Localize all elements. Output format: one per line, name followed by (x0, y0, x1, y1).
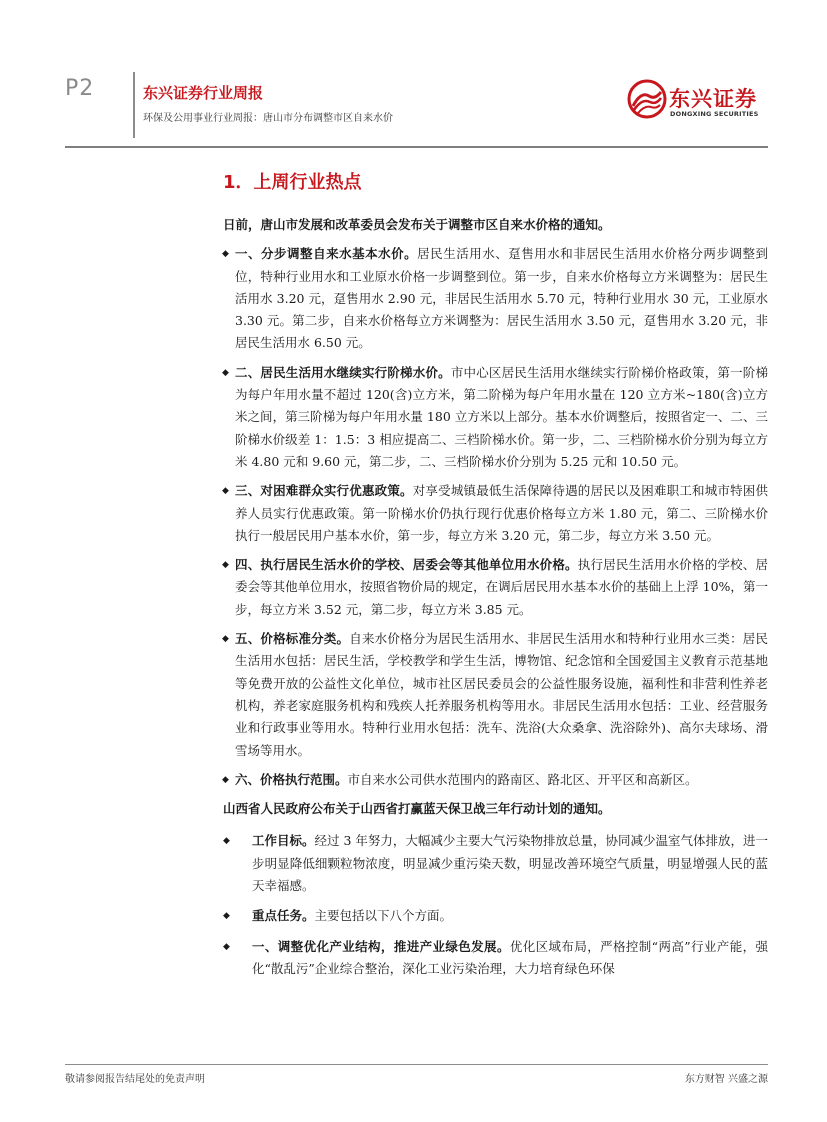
footer-slogan: 东方财智 兴盛之源 (684, 1074, 768, 1085)
list-item (223, 554, 768, 621)
list-item (223, 830, 768, 897)
list-item (223, 769, 768, 791)
footer-disclaimer: 敬请参阅报告结尾处的免责声明 (65, 1074, 205, 1085)
header-divider (133, 72, 135, 138)
item-body: 执行居民生活用水价格的学校、居委会等其他单位用水，按照省物价局的规定，在调后居民用水基本水价的基础上上浮 10%，第一步，每立方米 3.52 元，第二步，每立方米 3.85 元。 (235, 557, 768, 617)
logo-english-name: DONGXING SECURITIES (670, 110, 759, 118)
logo-mark-icon (627, 79, 667, 119)
diamond-bullet-icon: ◆ (222, 249, 229, 260)
item-heading: 三、对困难群众实行优惠政策。 (235, 483, 413, 499)
diamond-bullet-icon: ◆ (222, 634, 229, 645)
footer-rule (65, 1064, 768, 1065)
item-heading: 工作目标。 (252, 833, 315, 849)
diamond-bullet-icon: ◆ (222, 560, 229, 571)
list-item (223, 905, 768, 927)
item-heading: 一、分步调整自来水基本水价。 (235, 246, 418, 262)
item-body: 市自来水公司供水范围内的路南区、路北区、开平区和高新区。 (347, 771, 698, 787)
item-heading: 五、价格标准分类。 (235, 631, 350, 647)
header-rule (65, 146, 768, 148)
section-title: 1．上周行业热点 (223, 172, 362, 193)
item-heading: 一、调整优化产业结构，推进产业绿色发展。 (252, 938, 510, 954)
list-item (223, 480, 768, 547)
list-item (223, 628, 768, 762)
company-logo (627, 77, 767, 125)
item-heading: 重点任务。 (252, 908, 315, 924)
item-heading: 二、居民生活用水继续实行阶梯水价。 (235, 364, 451, 380)
report-subtitle: 环保及公用事业行业周报：唐山市分布调整市区自来水价 (143, 113, 393, 124)
report-title: 东兴证券行业周报 (143, 84, 264, 102)
item-heading: 六、价格执行范围。 (235, 771, 348, 787)
item-body: 优化区域布局，严格控制“两高”行业产能，强化“散乱污”企业综合整治，深化工业污染治理，大力培育绿色环保 (252, 938, 768, 976)
diamond-bullet-icon: ◆ (223, 911, 230, 922)
item-body: 主要包括以下八个方面。 (314, 908, 453, 924)
diamond-bullet-icon: ◆ (223, 941, 230, 952)
logo-chinese-name: 东兴证券 (669, 87, 757, 111)
news-lead-shanxi: 山西省人民政府公布关于山西省打赢蓝天保卫战三年行动计划的通知。 (223, 801, 611, 817)
main-content (223, 214, 768, 988)
list-item (223, 362, 768, 473)
news-lead-tangshan: 日前，唐山市发展和改革委员会发布关于调整市区自来水价格的通知。 (223, 217, 611, 232)
item-body: 居民生活用水、趸售用水和非居民生活用水价格分两步调整到位，特种行业用水和工业原水价格一步调整到位。第一步，自来水价格每立方米调整为：居民生活用水 3.20 元，趸售用水 2.90 元，非居民生活用水 5.70 元，特种行业用水 30 元，工业原水 3.30 元。第二步，自来水价格每立方米调整为：居民生活用水 3.50 元，趸售用水 3.20 元，非居民生活用水 6.50 元。 (235, 246, 768, 351)
item-body: 对享受城镇最低生活保障待遇的居民以及困难职工和城市特困供养人员实行优惠政策。第一阶梯水价仍执行现行优惠价格每立方米 1.80 元，第二、三阶梯水价执行一般居民用户基本水价，第一步，每立方米 3.20 元，第二步，每立方米 3.50 元。 (235, 483, 768, 543)
page-number: P2 (65, 76, 95, 101)
item-body: 自来水价格分为居民生活用水、非居民生活用水和特种行业用水三类：居民生活用水包括：居民生活，学校教学和学生生活，博物馆、纪念馆和全国爱国主义教育示范基地等免费开放的公益性文化单位，城市社区居民委员会的公益性服务设施，福利性和非营利性养老机构，养老家庭服务机构和残疾人托养服务机构等用水。非居民生活用水包括：工业、经营服务业和行政事业等用水。特种行业用水包括：洗车、洗浴(大众桑拿、洗浴除外)、高尔夫球场、滑雪场等用水。 (235, 631, 768, 758)
list-item (223, 936, 768, 981)
item-body: 市中心区居民生活用水继续实行阶梯价格政策，第一阶梯为每户年用水量不超过 120(含)立方米，第二阶梯为每户年用水量在 120 立方米~180(含)立方米之间，第三阶梯为每户年用水量 180 立方米以上部分。基本水价调整后，按照省定一、二、三阶梯水价级差 1：1.5：3 相应提高二、三档阶梯水价。第一步，二、三档阶梯水价分别为每立方米 4.80 元和 9.60 元，第二步，二、三档阶梯水价分别为 5.25 元和 10.50 元。 (235, 364, 768, 469)
diamond-bullet-icon: ◆ (222, 774, 229, 785)
diamond-bullet-icon: ◆ (222, 367, 229, 378)
list-item (223, 243, 768, 354)
diamond-bullet-icon: ◆ (222, 486, 229, 497)
item-body: 经过 3 年努力，大幅减少主要大气污染物排放总量，协同减少温室气体排放，进一步明显降低细颗粒物浓度，明显减少重污染天数，明显改善环境空气质量，明显增强人民的蓝天幸福感。 (252, 833, 768, 894)
diamond-bullet-icon: ◆ (223, 836, 230, 847)
item-heading: 四、执行居民生活水价的学校、居委会等其他单位用水价格。 (235, 557, 578, 573)
